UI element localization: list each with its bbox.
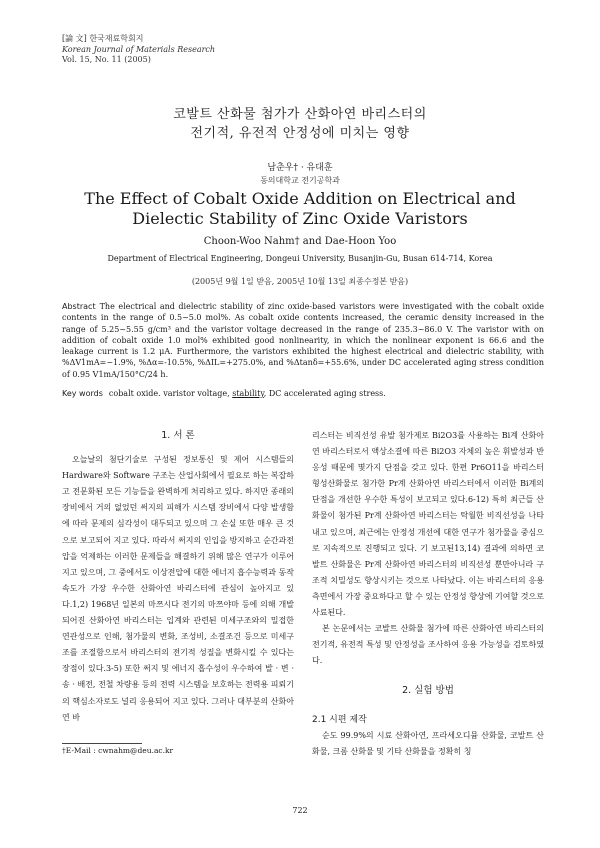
- keywords-text-after: , DC accelerated aging stress.: [263, 389, 386, 398]
- abstract-label: Abstract: [62, 302, 96, 311]
- authors-english: Choon-Woo Nahm† and Dae-Hoon Yoo: [203, 236, 397, 247]
- intro-paragraph-2: 리스터는 비직선성 유발 첨가제로 Bi2O3를 사용하는 Bi계 산화아연 바리스터로서 액상소결에 따른 Bi2O3 자체의 높은 휘발성과 반응성 때문에 몇가지 단점을 갖고 있다. 한편 Pr6O11을 바리스터 형성산화물로 첨가한 Pr계 산화아연 바리스터에서 이러한 Bi계의 단점을 개선한 우수한 특성이 보고되고 있다.6-12) 특히 최근들 산화물이 첨가된 Pr계 산화아연 바리스터는 탁월한 비직선성을 나타내고 있으며, 최근에는 안정성 개선에 대한 연구가 첨가물을 중심으로 지속적으로 진행되고 있다. 기 보고된13,14) 결과에 의하면 코발트 산화물은 Pr계 산화아연 바리스터의 비직선성 뿐만아니라 구조적 치밀성도 향상시키는 것으로 나타났다. 이는 바리스터의 응용측면에서 가장 중요하다고 할 수 있는 안정성 향상에 기여할 것으로 사료된다.: [312, 431, 544, 618]
- keywords-text-before: cobalt oxide. varistor voltage,: [108, 389, 233, 398]
- footnote-email: †E-Mail : cwnahm@deu.ac.kr: [62, 746, 174, 755]
- keywords-underlined: stability: [232, 389, 264, 398]
- title-korean-line1: 코발트 산화물 첨가가 산화아연 바리스터의: [173, 107, 427, 122]
- journal-name-english: Korean Journal of Materials Research: [62, 44, 216, 54]
- left-column: [62, 428, 294, 726]
- abstract: [62, 301, 544, 380]
- right-column: [312, 428, 544, 760]
- affiliation-english: Department of Electrical Engineering, Dongeui University, Busanjin-Gu, Busan 614-714, Korea: [107, 254, 493, 263]
- page-number: 722: [292, 806, 308, 815]
- footnote-rule: [62, 743, 142, 744]
- journal-name-korean: [論 文] 한국재료학회지: [62, 34, 144, 43]
- section-heading-experimental: 2. 실험 방법: [402, 685, 454, 697]
- affiliation-korean: 동의대학교 전기공학과: [260, 176, 340, 185]
- keywords: [62, 389, 544, 398]
- subsection-heading-sample: 2.1 시편 제작: [312, 714, 367, 725]
- journal-header: [62, 34, 215, 66]
- journal-volume: Vol. 15, No. 11 (2005): [62, 55, 151, 64]
- received-dates: (2005년 9월 1일 받음, 2005년 10월 13일 최종수정본 받음): [191, 277, 409, 286]
- abstract-text: The electrical and dielectric stability of zinc oxide-based varistors were investigated with the cobalt oxide contents in the range of 0.5~5.0 mol%. As cobalt oxide contents increased, the ceramic density increased in the range of 5.25~5.55 g/cm³ and the varistor voltage decreased in the range of 235.3~86.0 V. The varistor with on addition of cobalt oxide 1.0 mol% exhibited good nonlinearity, in which the nonlinear exponent is 66.6 and the leakage current is 1.2 μA. Furthermore, the varistors exhibited the highest electrical and dielectric stability, with %ΔV1mA=−1.9%, %Δα=-10.5%, %ΔIL=+275.0%, and %Δtanδ=+55.6%, under DC accelerated aging stress condition of 0.95 V1mA/150°C/24 h.: [62, 302, 544, 379]
- title-english-line1: The Effect of Cobalt Oxide Addition on Electrical and: [84, 189, 516, 208]
- title-korean-line2: 전기적, 유전적 안정성에 미치는 영향: [190, 126, 410, 141]
- section-heading-introduction: 1. 서 론: [161, 430, 195, 441]
- intro-paragraph-3: 본 논문에서는 코발트 산화물 첨가에 따른 산화아연 바리스터의 전기적, 유전적 특성 및 안정성을 조사하여 응용 가능성을 검토하였다.: [312, 624, 544, 666]
- authors-korean: 남춘우† · 유대훈: [267, 163, 333, 173]
- keywords-label: Key words: [62, 389, 103, 398]
- experimental-paragraph-1: 순도 99.9%의 시료 산화아연, 프라세오디뮴 산화물, 코발트 산화물, 크롬 산화물 및 기타 산화물을 정확히 칭: [312, 730, 544, 756]
- title-english-line2: Dielectic Stability of Zinc Oxide Varistors: [132, 209, 468, 228]
- intro-paragraph-1: 오늘날의 첨단기술로 구성된 정보통신 및 제어 시스템들의 Hardware와 Software 구조는 산업사회에서 필요로 하는 복잡하고 전문화된 모든 기능들을 완벽하게 처리하고 있다. 하지만 종래의 장비에서 거의 없었던 써지의 피해가 시스템 장비에서 다양 발생함에 따라 문제의 심각성이 대두되고 있으며 그 손실 또한 매우 큰 것으로 보고되어 지고 있다. 따라서 써지의 인입을 방지하고 순간과전압을 억제하는 이러한 문제들을 해결하기 위해 많은 연구가 이루어지고 있으며, 그 중에서도 이상전압에 대한 에너지 흡수능력과 동작속도가 가장 우수한 산화아연 바리스터에 관심이 높아지고 있다.1,2) 1968년 일본의 마쯔시다 전기의 마쯔야마 등에 의해 개발되어진 산화아연 바리스터는 입계와 관련된 미세구조와의 밀접한 연관성으로 인해, 첨가물의 변화, 조성비, 소결조건 등으로 미세구조를 조절함으로서 바리스터의 전기적 성질을 변화시킬 수 있다는 장점이 있다.3-5) 또한 써지 및 에너지 흡수성이 우수하여 발 · 변 · 송 · 배전, 전철 차량용 등의 전력 시스템을 보호하는 전력용 피뢰기의 핵심소자로도 널리 응용되어 지고 있다. 그러나 대부분의 산화아연 바: [62, 455, 294, 722]
